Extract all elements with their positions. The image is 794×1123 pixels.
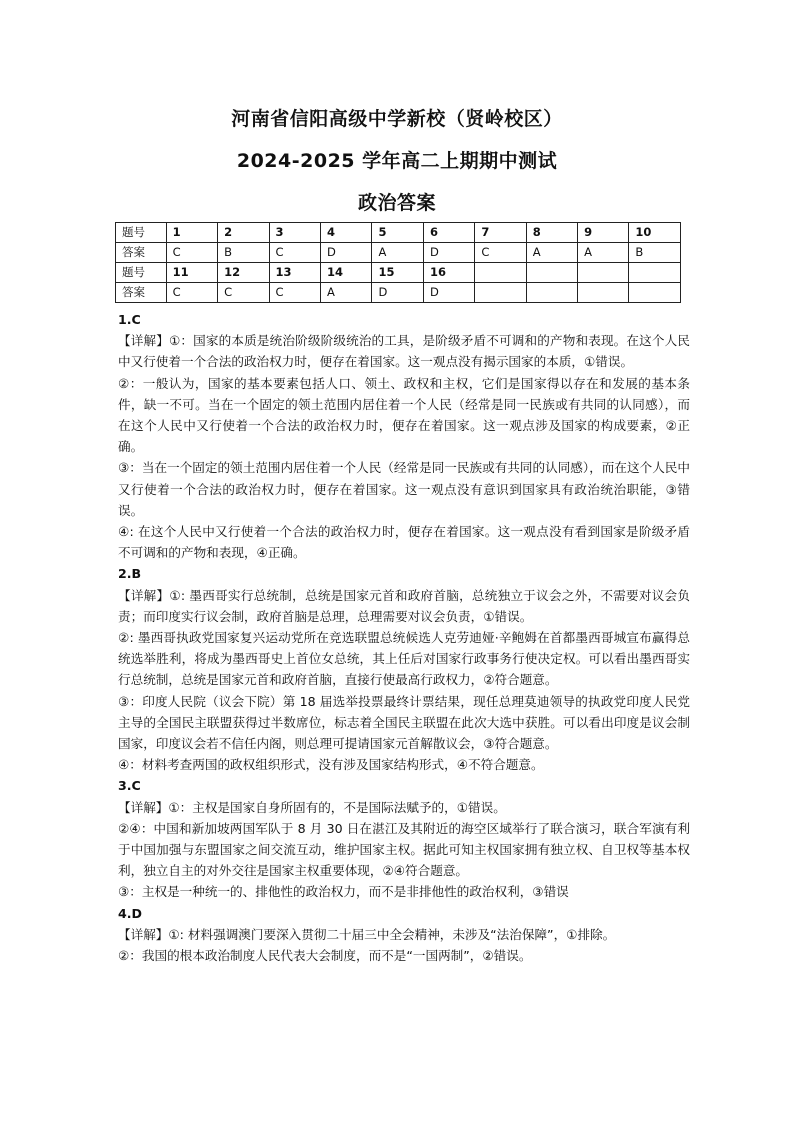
question-number-cell <box>475 263 526 283</box>
explanation-paragraph: 【详解】①: 墨西哥实行总统制，总统是国家元首和政府首脑，总统独立于议会之外，不需要对议会负责；而印度实行议会制，政府首脑是总理，总理需要对议会负责，①错误。 <box>118 587 690 624</box>
question-number-cell: 4 <box>321 223 372 243</box>
question-number-cell: 3 <box>269 223 320 243</box>
answer-cell: A <box>372 243 423 263</box>
explanation-paragraph: ④: 在这个人民中又行使着一个合法的政治权力时，便存在着国家。这一观点没有看到国家是阶级矛盾不可调和的产物和表现，④正确。 <box>118 524 690 561</box>
answer-table-number-row <box>116 263 681 283</box>
answer-label: 答案 <box>116 283 167 303</box>
question-number-cell: 13 <box>269 263 320 283</box>
answer-cell: C <box>269 243 320 263</box>
school-title: 河南省信阳高级中学新校（贤岭校区） <box>231 108 563 130</box>
explanation-paragraph: ②：一般认为，国家的基本要素包括人口、领土、政权和主权，它们是国家得以存在和发展的基本条件，缺一不可。当在一个固定的领土范围内居住着一个人民（经常是同一民族或有共同的认同感），而在这个人民中又行使着一个合法的政治权力时，便存在着国家。这一观点涉及国家的构成要素，②正确。 <box>118 375 690 455</box>
answer-cell: A <box>321 283 372 303</box>
answer-cell <box>526 283 577 303</box>
answer-cell: A <box>578 243 629 263</box>
explanation-paragraph: 【详解】①：主权是国家自身所固有的，不是国际法赋予的，①错误。 <box>118 799 506 815</box>
answer-cell: B <box>218 243 269 263</box>
question-number-label: 题号 <box>116 263 167 283</box>
question-number-cell <box>578 263 629 283</box>
explanation-paragraph: ③：主权是一种统一的、排他性的政治权力，而不是非排他性的政治权利，③错误 <box>118 884 569 900</box>
answer-cell <box>578 283 629 303</box>
answer-table <box>115 222 681 303</box>
question-number-cell: 1 <box>166 223 217 243</box>
answer-cell: D <box>423 283 474 303</box>
answer-cell: D <box>321 243 372 263</box>
explanation-paragraph: ④：材料考查两国的政权组织形式，没有涉及国家结构形式，④不符合题意。 <box>118 757 544 773</box>
answer-cell: D <box>423 243 474 263</box>
question-number-label: 题号 <box>116 223 167 243</box>
explanation-paragraph: 【详解】①: 材料强调澳门要深入贯彻二十届三中全会精神，未涉及“法治保障”，①排除。 <box>118 926 616 942</box>
answer-explanations <box>118 309 690 966</box>
question-number-cell: 11 <box>166 263 217 283</box>
question-number-cell: 10 <box>629 223 681 243</box>
answer-label: 答案 <box>116 243 167 263</box>
question-heading: 2.B <box>118 566 142 582</box>
question-number-cell <box>629 263 681 283</box>
exam-title: 2024-2025 学年高二上期期中测试 <box>236 150 558 172</box>
subject-title: 政治答案 <box>357 192 436 214</box>
answer-cell: D <box>372 283 423 303</box>
explanation-paragraph: ②：我国的根本政治制度人民代表大会制度，而不是“一国两制”，②错误。 <box>118 948 532 964</box>
question-number-cell: 14 <box>321 263 372 283</box>
question-number-cell: 16 <box>423 263 474 283</box>
answer-cell: B <box>629 243 681 263</box>
question-number-cell: 8 <box>526 223 577 243</box>
question-number-cell: 7 <box>475 223 526 243</box>
answer-cell: C <box>166 283 217 303</box>
question-heading: 1.C <box>118 312 141 327</box>
answer-table-answer-row <box>116 283 681 303</box>
question-number-cell: 2 <box>218 223 269 243</box>
answer-cell: C <box>269 283 320 303</box>
explanation-paragraph: ②: 墨西哥执政党国家复兴运动党所在竞选联盟总统候选人克劳迪娅·辛鲍姆在首都墨西哥城宣布赢得总统选举胜利，将成为墨西哥史上首位女总统，其上任后对国家行政事务行使决定权。可以看出墨西哥实行总统制，总统是国家元首和政府首脑，直接行使最高行政权力，②符合题意。 <box>118 630 690 688</box>
answer-cell: C <box>475 243 526 263</box>
answer-cell: C <box>166 243 217 263</box>
explanation-paragraph: ③：印度人民院（议会下院）第 18 届选举投票最终计票结果，现任总理莫迪领导的执政党印度人民党主导的全国民主联盟获得过半数席位，标志着全国民主联盟在此次大选中获胜。可以看出印度是议会制国家，印度议会若不信任内阁，则总理可提请国家元首解散议会，③符合题意。 <box>118 693 690 752</box>
answer-cell: C <box>218 283 269 303</box>
question-number-cell: 5 <box>372 223 423 243</box>
answer-cell <box>629 283 681 303</box>
answer-cell: A <box>526 243 577 263</box>
explanation-paragraph: 【详解】①：国家的本质是统治阶级阶级统治的工具，是阶级矛盾不可调和的产物和表现。在这个人民中又行使着一个合法的政治权力时，便存在着国家。这一观点没有揭示国家的本质，①错误。 <box>118 333 690 370</box>
question-number-cell: 6 <box>423 223 474 243</box>
question-number-cell <box>526 263 577 283</box>
answer-table-number-row <box>116 223 681 243</box>
explanation-paragraph: ③：当在一个固定的领土范围内居住着一个人民（经常是同一民族或有共同的认同感），而在这个人民中又行使着一个合法的政治权力时，便存在着国家。这一观点没有意识到国家具有政治统治职能，③错误。 <box>118 460 690 518</box>
question-number-cell: 9 <box>578 223 629 243</box>
question-heading: 4.D <box>118 905 143 921</box>
question-number-cell: 12 <box>218 263 269 283</box>
answer-cell <box>475 283 526 303</box>
answer-table-answer-row <box>116 243 681 263</box>
explanation-paragraph: ②④：中国和新加坡两国军队于 8 月 30 日在湛江及其附近的海空区域举行了联合演习，联合军演有利于中国加强与东盟国家之间交流互动，维护国家主权。据此可知主权国家拥有独立权、自卫权等基本权利，独立自主的对外交往是国家主权重要体现，②④符合题意。 <box>118 820 690 879</box>
question-heading: 3.C <box>118 778 141 794</box>
question-number-cell: 15 <box>372 263 423 283</box>
